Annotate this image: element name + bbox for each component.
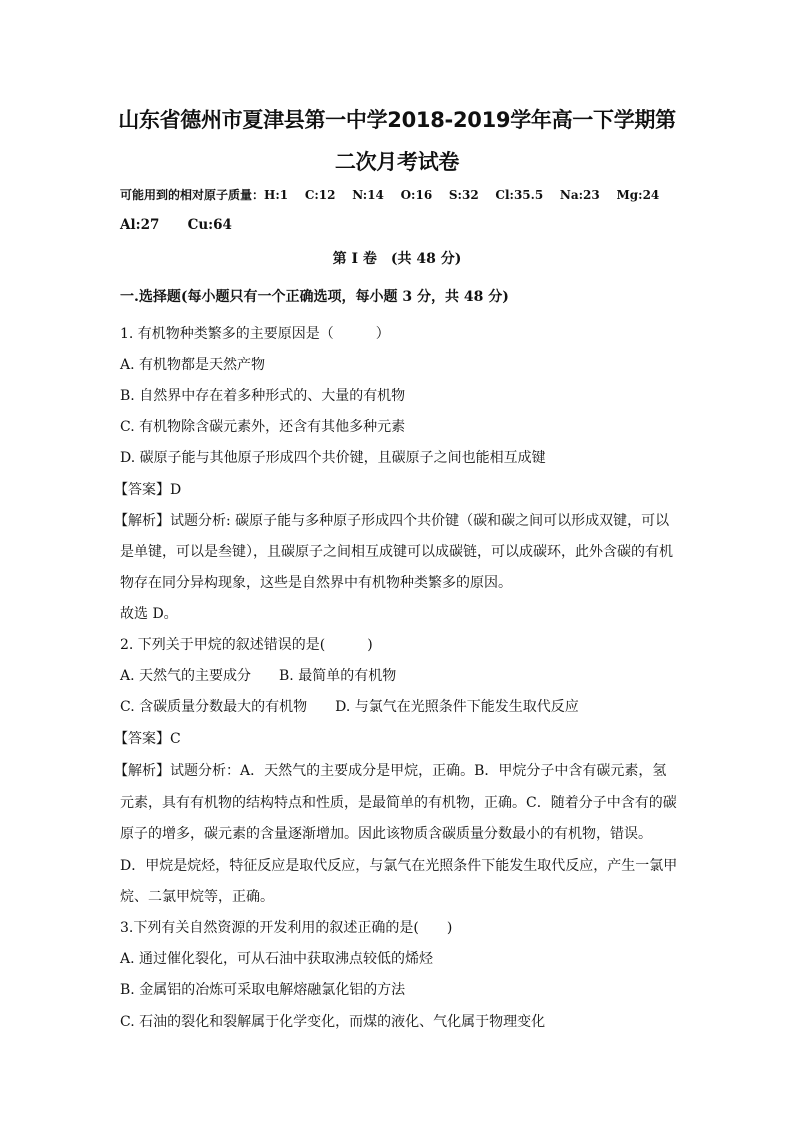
atomic-mass-line-2: Al:27 Cu:64 bbox=[120, 217, 232, 233]
question-1-answer: 【答案】D bbox=[114, 482, 182, 498]
question-3-option-c: C. 石油的裂化和裂解属于化学变化，而煤的液化、气化属于物理变化 bbox=[120, 1014, 546, 1030]
question-1-option-c: C. 有机物除含碳元素外，还含有其他多种元素 bbox=[120, 419, 406, 435]
question-2-stem: 2. 下列关于甲烷的叙述错误的是( ) bbox=[120, 637, 373, 653]
question-2-analysis-line-1: 【解析】试题分析：A．天然气的主要成分是甲烷，正确。B．甲烷分子中含有碳元素，氢 bbox=[114, 763, 667, 779]
section-title: 第 I 卷 (共 48 分) bbox=[332, 251, 462, 267]
question-1-option-a: A. 有机物都是天然产物 bbox=[120, 357, 266, 373]
question-3-option-b: B. 金属铝的冶炼可采取电解熔融氯化铝的方法 bbox=[120, 982, 406, 998]
atomic-mass-line-1: 可能用到的相对原子质量：H:1 C:12 N:14 O:16 S:32 Cl:35.5 Na:23 Mg:24 bbox=[120, 188, 660, 202]
question-1-conclusion: 故选 D。 bbox=[120, 606, 178, 622]
question-1-stem: 1. 有机物种类繁多的主要原因是（ ） bbox=[120, 326, 390, 342]
exam-title-line-1: 山东省德州市夏津县第一中学2018-2019学年高一下学期第 bbox=[118, 108, 676, 132]
question-2-analysis-line-3: 原子的增多，碳元素的含量逐渐增加。因此该物质含碳质量分数最小的有机物，错误。 bbox=[120, 826, 652, 842]
question-1-analysis-line-2: 是单键，可以是叁键），且碳原子之间相互成键可以成碳链，可以成碳环，此外含碳的有机 bbox=[120, 544, 673, 560]
question-3-stem: 3.下列有关自然资源的开发利用的叙述正确的是( ) bbox=[120, 920, 453, 936]
question-2-options-cd: C. 含碳质量分数最大的有机物 D. 与氯气在光照条件下能发生取代反应 bbox=[120, 699, 579, 715]
question-1-analysis-line-1: 【解析】试题分析: 碳原子能与多种原子形成四个共价键（碳和碳之间可以形成双键，可以 bbox=[114, 513, 670, 529]
question-2-analysis-line-5: 烷、二氯甲烷等，正确。 bbox=[120, 889, 274, 905]
question-2-analysis-line-2: 元素，具有有机物的结构特点和性质，是最简单的有机物，正确。C．随着分子中含有的碳 bbox=[120, 795, 677, 811]
question-3-option-a: A. 通过催化裂化，可从石油中获取沸点较低的烯烃 bbox=[120, 951, 434, 967]
question-2-options-ab: A. 天然气的主要成分 B. 最简单的有机物 bbox=[120, 668, 397, 684]
question-1-option-d: D. 碳原子能与其他原子形成四个共价键，且碳原子之间也能相互成键 bbox=[120, 450, 546, 466]
question-2-analysis-line-4: D．甲烷是烷烃，特征反应是取代反应，与氯气在光照条件下能发生取代反应，产生一氯甲 bbox=[120, 858, 678, 874]
question-1-analysis-line-3: 物存在同分异构现象，这些是自然界中有机物种类繁多的原因。 bbox=[120, 575, 512, 591]
part-one-title: 一.选择题(每小题只有一个正确选项，每小题 3 分，共 48 分) bbox=[120, 289, 509, 305]
question-1-option-b: B. 自然界中存在着多种形式的、大量的有机物 bbox=[120, 388, 406, 404]
question-2-answer: 【答案】C bbox=[114, 731, 181, 747]
exam-title-line-2: 二次月考试卷 bbox=[334, 150, 460, 174]
